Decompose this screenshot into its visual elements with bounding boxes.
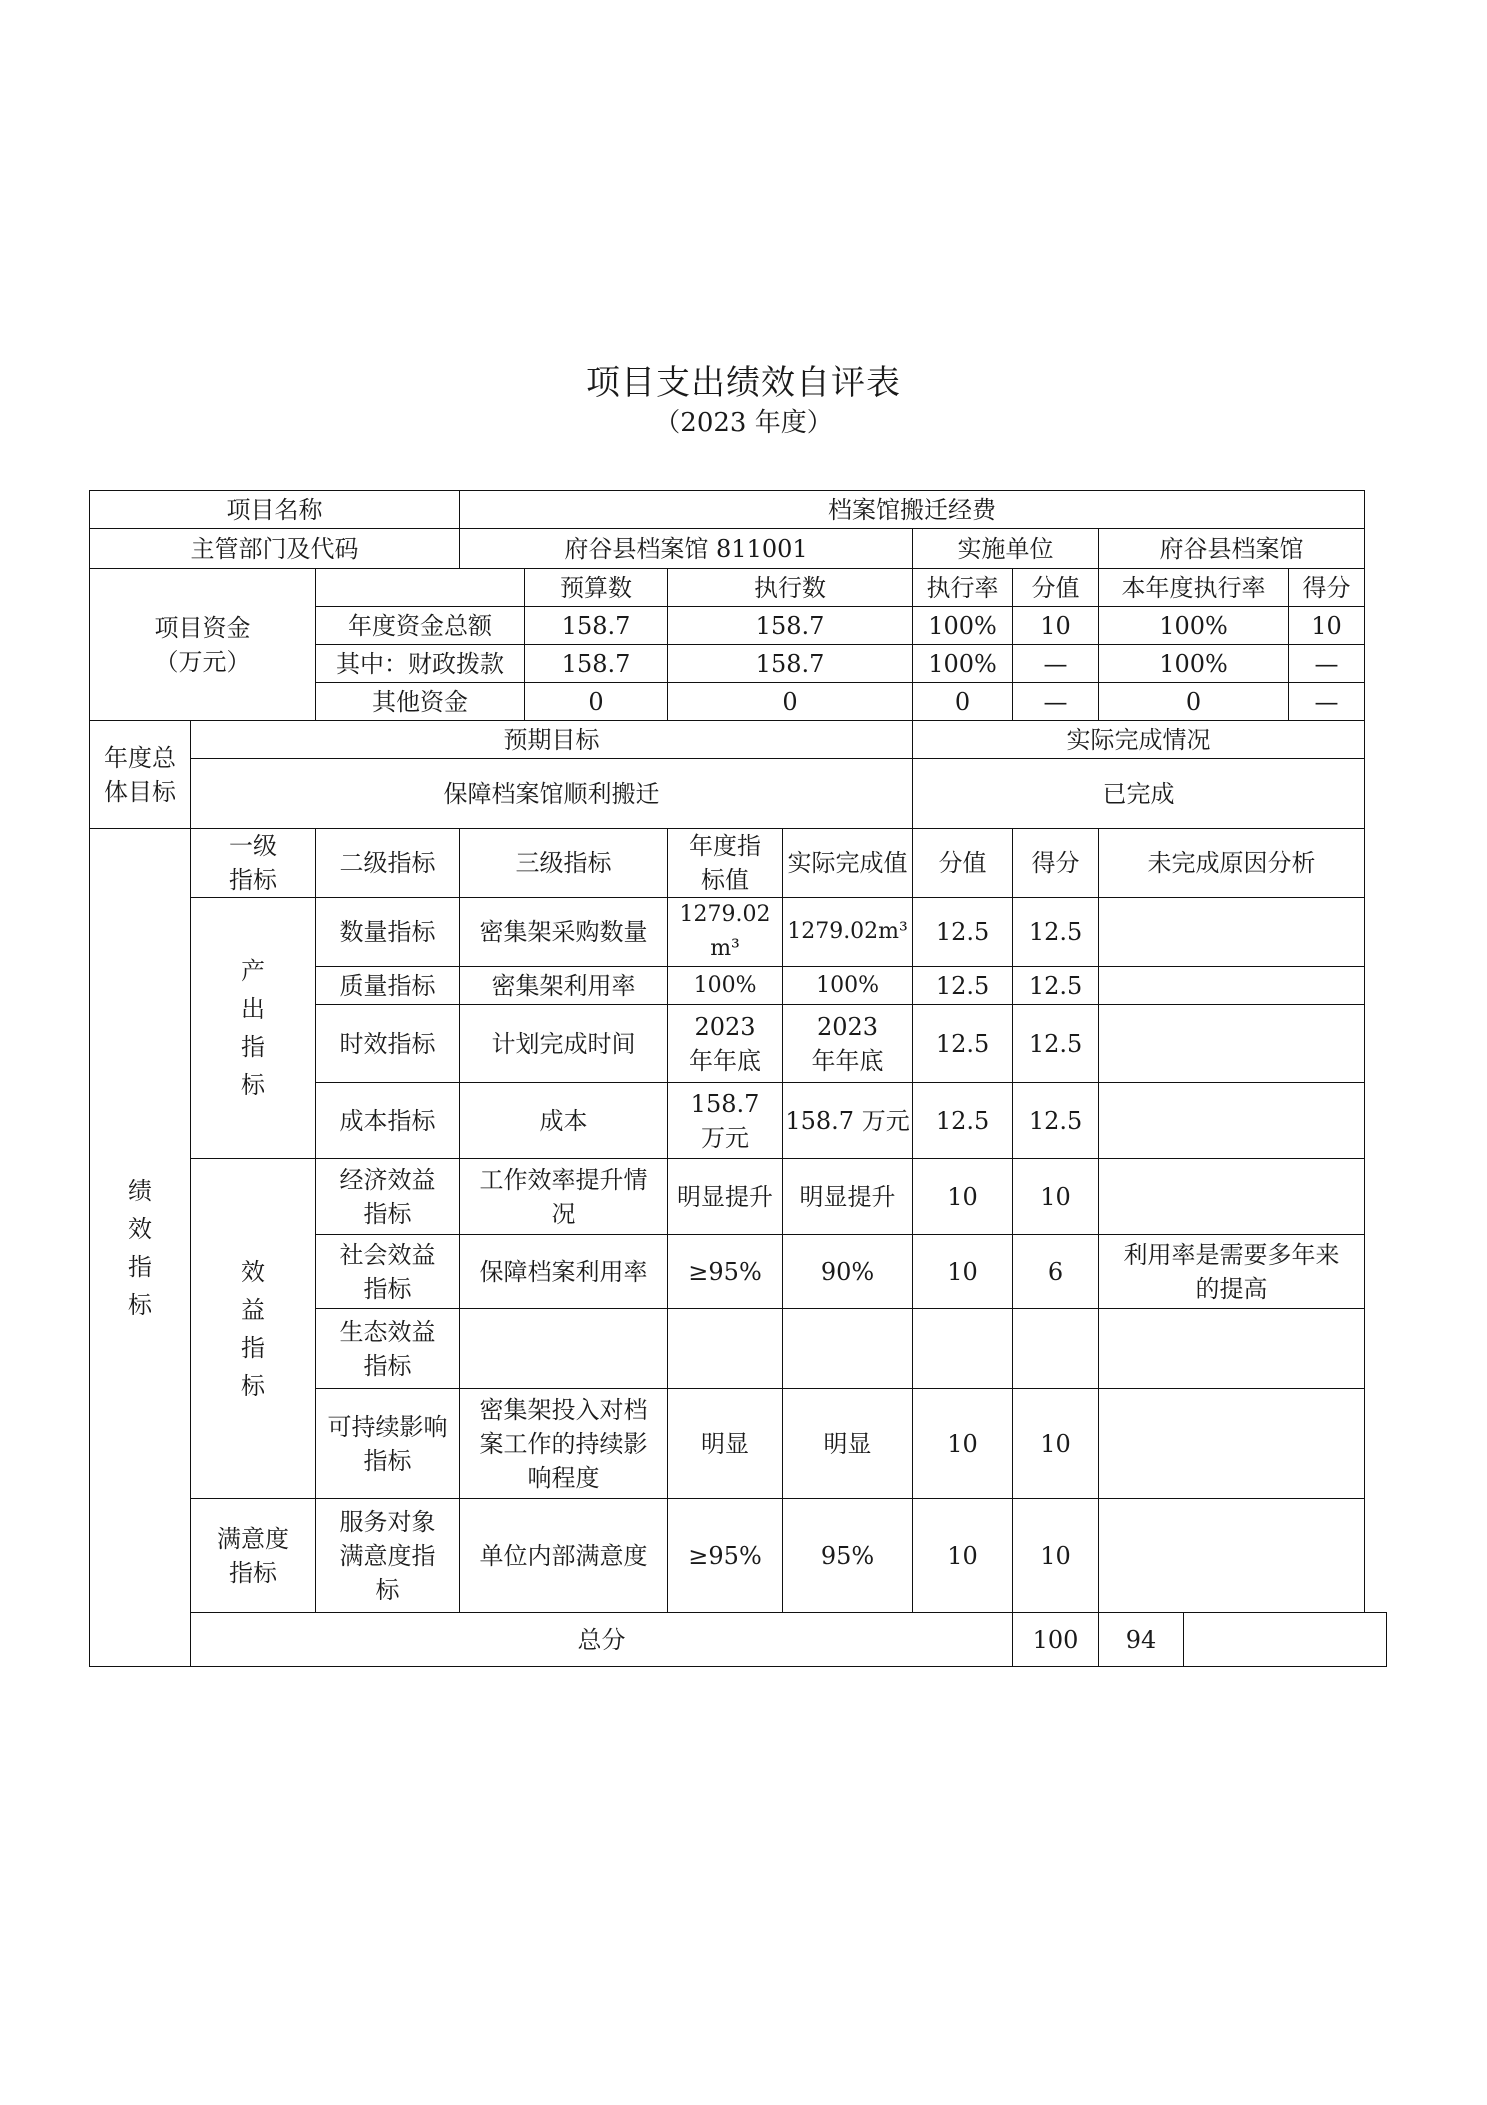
funds-header-score: 得分 [1289,569,1365,607]
indicator-level2: 经济效益指标 [316,1159,460,1235]
unit-value: 府谷县档案馆 [1099,529,1365,569]
indicator-actual: 1279.02m³ [783,898,913,967]
header-actual: 实际完成值 [783,829,913,898]
funds-row-score: — [1289,645,1365,683]
funds-row-label: 其他资金 [316,683,525,721]
indicator-level2: 时效指标 [316,1005,460,1083]
indicator-level2: 社会效益指标 [316,1235,460,1309]
funds-row-year-rate: 100% [1099,607,1289,645]
indicator-level3: 工作效率提升情况 [460,1159,668,1235]
indicator-target: ≥95% [668,1499,783,1613]
indicator-level2: 服务对象满意度指标 [316,1499,460,1613]
indicator-score-value: 10 [913,1389,1013,1499]
goals-value-row [90,759,1387,829]
header-level3: 三级指标 [460,829,668,898]
indicator-level3: 密集架采购数量 [460,898,668,967]
indicator-score-value: 10 [913,1499,1013,1613]
page-subtitle-year: （2023 年度） [654,408,833,438]
header-level1: 一级指标 [191,829,316,898]
indicators-header-row [90,829,1387,898]
funds-row-label: 年度资金总额 [316,607,525,645]
indicator-level2: 数量指标 [316,898,460,967]
header-target: 年度指标值 [668,829,783,898]
indicator-score-value: 10 [913,1159,1013,1235]
indicator-reason [1099,1309,1365,1389]
header-score: 得分 [1013,829,1099,898]
indicator-target: 1279.02m³ [668,898,783,967]
funds-row-year-rate: 100% [1099,645,1289,683]
project-name-value: 档案馆搬迁经费 [460,491,1365,529]
group-label-benefit: 效益指标 [191,1159,316,1499]
funds-label-line1: 项目资金 [154,613,251,642]
funds-header-rate: 执行率 [913,569,1013,607]
funds-row-budget: 158.7 [525,645,668,683]
indicator-reason [1099,1083,1365,1159]
funds-row-score: 10 [1289,607,1365,645]
indicator-actual: 158.7 万元 [783,1083,913,1159]
indicator-level3 [460,1309,668,1389]
dept-label: 主管部门及代码 [90,529,460,569]
total-label: 总分 [191,1613,1013,1667]
indicator-actual [783,1309,913,1389]
funds-row-score: — [1289,683,1365,721]
funds-row-score-value: 10 [1013,607,1099,645]
total-reason [1184,1613,1387,1667]
indicator-actual: 100% [783,967,913,1005]
dept-row [90,529,1387,569]
goals-actual-value: 已完成 [913,759,1365,829]
project-name-label: 项目名称 [90,491,460,529]
indicator-target: 明显提升 [668,1159,783,1235]
funds-row-year-rate: 0 [1099,683,1289,721]
funds-header-score-value: 分值 [1013,569,1099,607]
page-title: 项目支出绩效自评表 [586,363,901,403]
indicator-score: 12.5 [1013,1005,1099,1083]
funds-row-executed: 158.7 [668,645,913,683]
goals-actual-header: 实际完成情况 [913,721,1365,759]
indicator-score: 12.5 [1013,898,1099,967]
group-label-output: 产出指标 [191,898,316,1159]
indicator-actual: 明显提升 [783,1159,913,1235]
indicator-level3: 成本 [460,1083,668,1159]
indicator-score-value: 12.5 [913,1005,1013,1083]
indicator-level3: 保障档案利用率 [460,1235,668,1309]
indicator-level3: 单位内部满意度 [460,1499,668,1613]
funds-header-executed: 执行数 [668,569,913,607]
funds-row-rate: 100% [913,645,1013,683]
funds-row-label: 其中：财政拨款 [316,645,525,683]
funds-label [90,569,316,721]
indicator-target: ≥95% [668,1235,783,1309]
indicator-score: 12.5 [1013,1083,1099,1159]
indicator-level2: 成本指标 [316,1083,460,1159]
goals-label: 年度总体目标 [90,721,191,829]
dept-value: 府谷县档案馆 811001 [460,529,913,569]
funds-row-score-value: — [1013,683,1099,721]
indicator-row [90,1499,1387,1613]
funds-header-row [90,569,1387,607]
indicator-score-value: 12.5 [913,898,1013,967]
funds-row-score-value: — [1013,645,1099,683]
total-score-value: 100 [1013,1613,1099,1667]
indicator-reason [1099,1499,1365,1613]
indicator-actual: 90% [783,1235,913,1309]
indicator-reason [1099,1005,1365,1083]
indicator-reason [1099,898,1365,967]
performance-table [89,490,1387,1667]
indicator-target: 明显 [668,1389,783,1499]
indicator-actual: 明显 [783,1389,913,1499]
indicator-score-value: 12.5 [913,967,1013,1005]
header-score-value: 分值 [913,829,1013,898]
indicator-score: 12.5 [1013,967,1099,1005]
indicator-level2: 生态效益指标 [316,1309,460,1389]
funds-row-budget: 0 [525,683,668,721]
indicator-level3: 计划完成时间 [460,1005,668,1083]
indicator-reason [1099,1389,1365,1499]
indicator-reason [1099,1159,1365,1235]
goals-expected-header: 预期目标 [191,721,913,759]
total-row [90,1613,1387,1667]
header-reason: 未完成原因分析 [1099,829,1365,898]
indicator-target: 100% [668,967,783,1005]
funds-row-rate: 100% [913,607,1013,645]
indicator-level2: 质量指标 [316,967,460,1005]
indicator-level2: 可持续影响指标 [316,1389,460,1499]
indicator-score: 10 [1013,1499,1099,1613]
indicator-target: 2023 年年底 [668,1005,783,1083]
indicator-actual: 2023 年年底 [783,1005,913,1083]
indicator-score-value: 12.5 [913,1083,1013,1159]
indicator-score: 6 [1013,1235,1099,1309]
indicator-actual: 95% [783,1499,913,1613]
goals-expected-value: 保障档案馆顺利搬迁 [191,759,913,829]
indicator-row [90,898,1387,967]
funds-header-year-rate: 本年度执行率 [1099,569,1289,607]
indicator-score: 10 [1013,1159,1099,1235]
funds-row-rate: 0 [913,683,1013,721]
total-score: 94 [1099,1613,1184,1667]
project-name-row [90,491,1387,529]
indicator-score: 10 [1013,1389,1099,1499]
header-level2: 二级指标 [316,829,460,898]
goals-header-row [90,721,1387,759]
funds-row-budget: 158.7 [525,607,668,645]
funds-header-blank [316,569,525,607]
indicator-reason [1099,967,1365,1005]
indicator-target: 158.7 万元 [668,1083,783,1159]
indicator-level3: 密集架投入对档案工作的持续影响程度 [460,1389,668,1499]
funds-row-executed: 158.7 [668,607,913,645]
group-label-satisfaction: 满意度指标 [191,1499,316,1613]
indicators-section-label: 绩效指标 [90,829,191,1667]
funds-header-budget: 预算数 [525,569,668,607]
indicator-score [1013,1309,1099,1389]
indicator-score-value [913,1309,1013,1389]
indicator-reason: 利用率是需要多年来的提高 [1099,1235,1365,1309]
funds-label-line2: （万元） [154,647,251,676]
unit-label: 实施单位 [913,529,1099,569]
indicator-score-value: 10 [913,1235,1013,1309]
indicator-level3: 密集架利用率 [460,967,668,1005]
funds-row-executed: 0 [668,683,913,721]
indicator-row [90,1159,1387,1235]
indicator-target [668,1309,783,1389]
